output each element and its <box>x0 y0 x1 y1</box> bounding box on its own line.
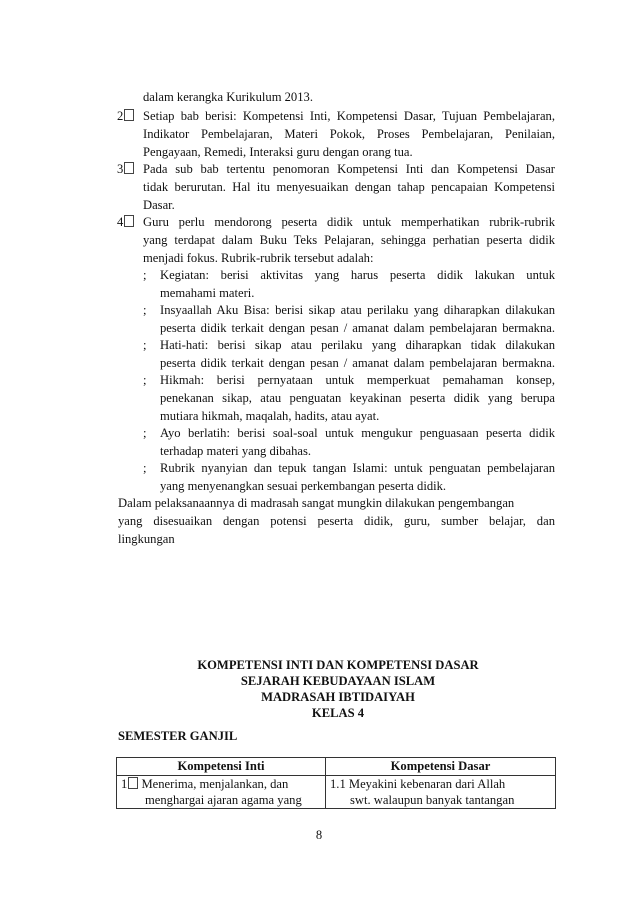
bullet-marker: ; <box>143 338 147 352</box>
semester-label: SEMESTER GANJIL <box>118 729 238 743</box>
text-line: lingkungan <box>118 532 175 546</box>
text-line: Ayo berlatih: berisi soal-soal untuk mengukur penguasaan peserta didik <box>160 426 555 440</box>
text-line: Guru perlu mendorong peserta didik untuk memperhatikan rubrik-rubrik <box>143 215 555 229</box>
cell-line: menghargai ajaran agama yang <box>145 793 302 807</box>
text-line: Rubrik nyanyian dan tepuk tangan Islami: untuk penguatan pembelajaran <box>160 461 555 475</box>
section-title: KOMPETENSI INTI DAN KOMPETENSI DASAR <box>197 658 479 672</box>
text-line: Indikator Pembelajaran, Materi Pokok, Proses Pembelajaran, Penilaian, <box>143 127 555 141</box>
missing-glyph-icon <box>124 162 134 174</box>
text-line: Dalam pelaksanaannya di madrasah sangat mungkin dilakukan pengembangan <box>118 496 515 510</box>
bullet-marker: ; <box>143 461 147 475</box>
bullet-marker: ; <box>143 373 147 387</box>
section-subtitle: MADRASAH IBTIDAIYAH <box>261 690 415 704</box>
table-cell <box>117 776 326 809</box>
text-line: penekanan sikap, atau penguatan keyakinan peserta didik yang berupa <box>160 391 555 405</box>
table-cell <box>326 776 556 809</box>
missing-glyph-icon <box>124 109 134 121</box>
text-line: peserta didik terkait dengan pesan / amanat dalam pembelajaran bermakna. <box>160 321 555 335</box>
text-line: Insyaallah Aku Bisa: berisi sikap atau perilaku yang diharapkan dilakukan <box>160 303 555 317</box>
text-line: Kegiatan: berisi aktivitas yang harus peserta didik lakukan untuk <box>160 268 555 282</box>
section-subtitle: SEJARAH KEBUDAYAAN ISLAM <box>240 674 436 688</box>
text-line: Dasar. <box>143 198 175 212</box>
text-line: Setiap bab berisi: Kompetensi Inti, Kompetensi Dasar, Tujuan Pembelajaran, <box>143 109 555 123</box>
table-header-row <box>117 758 556 776</box>
cell-line: swt. walaupun banyak tantangan <box>350 793 515 807</box>
text-line: peserta didik terkait dengan pesan / amanat dalam pembelajaran bermakna. <box>160 356 555 370</box>
missing-glyph-icon <box>124 215 134 227</box>
column-header: Kompetensi Dasar <box>326 758 556 776</box>
page-number: 8 <box>315 828 323 842</box>
text-line: menjadi fokus. Rubrik-rubrik tersebut adalah: <box>143 251 374 265</box>
text-line: mutiara hikmah, maqalah, hadits, atau ayat. <box>160 409 380 423</box>
column-header: Kompetensi Inti <box>117 758 326 776</box>
table-row <box>117 776 556 809</box>
cell-line: 1.1 Meyakini kebenaran dari Allah <box>330 777 506 791</box>
text-line: Hati-hati: berisi sikap atau perilaku yang diharapkan tidak dilakukan <box>160 338 555 352</box>
text-line: Pengayaan, Remedi, Interaksi guru dengan orang tua. <box>143 145 413 159</box>
text-line: yang terdapat dalam Buku Teks Pelajaran, sehingga perhatian peserta didik <box>143 233 555 247</box>
competency-table <box>116 757 556 809</box>
bullet-marker: ; <box>143 303 147 317</box>
text-line: tidak berurutan. Hal itu menyesuaikan dengan tahap pencapaian Kompetensi <box>143 180 555 194</box>
list-number: 4 <box>117 214 134 231</box>
section-subtitle: KELAS 4 <box>311 706 365 720</box>
bullet-marker: ; <box>143 426 147 440</box>
missing-glyph-icon <box>128 777 138 789</box>
text-line: yang disesuaikan dengan potensi peserta didik, guru, sumber belajar, dan <box>118 514 555 528</box>
text-line: Pada sub bab tertentu penomoran Kompetensi Inti dan Kompetensi Dasar <box>143 162 555 176</box>
bullet-marker: ; <box>143 268 147 282</box>
text-line: dalam kerangka Kurikulum 2013. <box>143 90 313 104</box>
list-number: 3 <box>117 161 134 178</box>
cell-line: 1 Menerima, menjalankan, dan <box>121 777 289 791</box>
text-line: terhadap materi yang dibahas. <box>160 444 312 458</box>
list-number: 2 <box>117 108 134 125</box>
text-line: memahami materi. <box>160 286 255 300</box>
text-line: yang menyenangkan sesuai perkembangan peserta didik. <box>160 479 447 493</box>
text-line: Hikmah: berisi pernyataan untuk memperkuat pemahaman konsep, <box>160 373 555 387</box>
